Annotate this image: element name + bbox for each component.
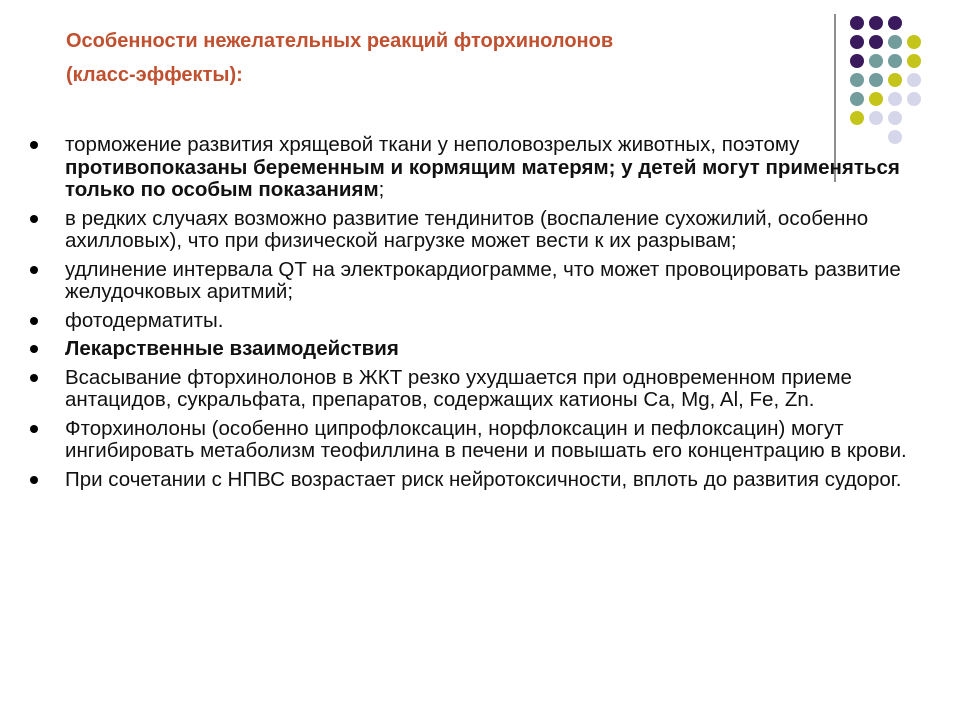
decorative-dot — [907, 35, 921, 49]
decorative-dot — [869, 73, 883, 87]
bullet-icon — [30, 476, 38, 484]
bullet-icon — [30, 141, 38, 149]
title-line-2: (класс-эффекты): — [66, 64, 243, 86]
decorative-dot — [869, 54, 883, 68]
list-item — [30, 310, 910, 333]
text: Всасывание фторхинолонов в ЖКТ резко ухудшается при одновременном приеме антацидов, сукральфата, препаратов, содержащих катионы Са, Mg, Al, Fe, Zn. — [65, 365, 852, 411]
list-item — [30, 418, 910, 463]
bullet-icon — [30, 215, 38, 223]
list-item — [30, 338, 910, 361]
list-item — [30, 208, 910, 253]
decorative-dot — [869, 111, 883, 125]
bullet-list — [30, 134, 910, 497]
decorative-dot — [850, 92, 864, 106]
bullet-icon — [30, 266, 38, 274]
decorative-dot — [869, 35, 883, 49]
decorative-dot — [850, 111, 864, 125]
decorative-dot — [888, 111, 902, 125]
bullet-icon — [30, 345, 38, 353]
text: При сочетании с НПВС возрастает риск нейротоксичности, вплоть до развития судорог. — [65, 467, 902, 491]
decorative-dot — [869, 92, 883, 106]
bullet-icon — [30, 374, 38, 382]
bullet-icon — [30, 317, 38, 325]
decorative-dot — [907, 54, 921, 68]
text: удлинение интервала QT на электрокардиограмме, что может провоцировать развитие желудочковых аритмий; — [65, 257, 901, 303]
list-item — [30, 259, 910, 304]
list-item — [30, 367, 910, 412]
decorative-dot — [850, 73, 864, 87]
bullet-icon — [30, 425, 38, 433]
text: торможение развития хрящевой ткани у неполовозрелых животных, поэтому — [65, 133, 800, 156]
decorative-dot-grid — [848, 14, 948, 154]
decorative-dot — [850, 16, 864, 30]
title-line-1: Особенности нежелательных реакций фторхинолонов — [66, 30, 614, 52]
decorative-dot — [888, 54, 902, 68]
text: ; — [378, 178, 385, 201]
decorative-dot — [888, 16, 902, 30]
decorative-dot — [888, 35, 902, 49]
decorative-dot — [850, 54, 864, 68]
decorative-dot — [888, 73, 902, 87]
slide-title — [66, 24, 806, 92]
decorative-dot — [907, 92, 921, 106]
decorative-dot — [869, 16, 883, 30]
decorative-dot — [888, 92, 902, 106]
bold-text: Лекарственные взаимодействия — [65, 337, 399, 360]
decorative-dot — [850, 35, 864, 49]
bold-text: противопоказаны беременным и кормящим матерям; у детей могут применяться только по особым показаниям — [65, 155, 900, 201]
list-item — [30, 469, 910, 492]
text: Фторхинолоны (особенно ципрофлоксацин, норфлоксацин и пефлоксацин) могут ингибировать метаболизм теофиллина в печени и повышать его концентрацию в крови. — [65, 416, 907, 462]
text: в редких случаях возможно развитие тендинитов (воспаление сухожилий, особенно ахилловых), что при физической нагрузке может вести к их разрывам; — [65, 206, 869, 252]
list-item — [30, 134, 910, 202]
text: фотодерматиты. — [65, 308, 224, 332]
decorative-dot — [907, 73, 921, 87]
